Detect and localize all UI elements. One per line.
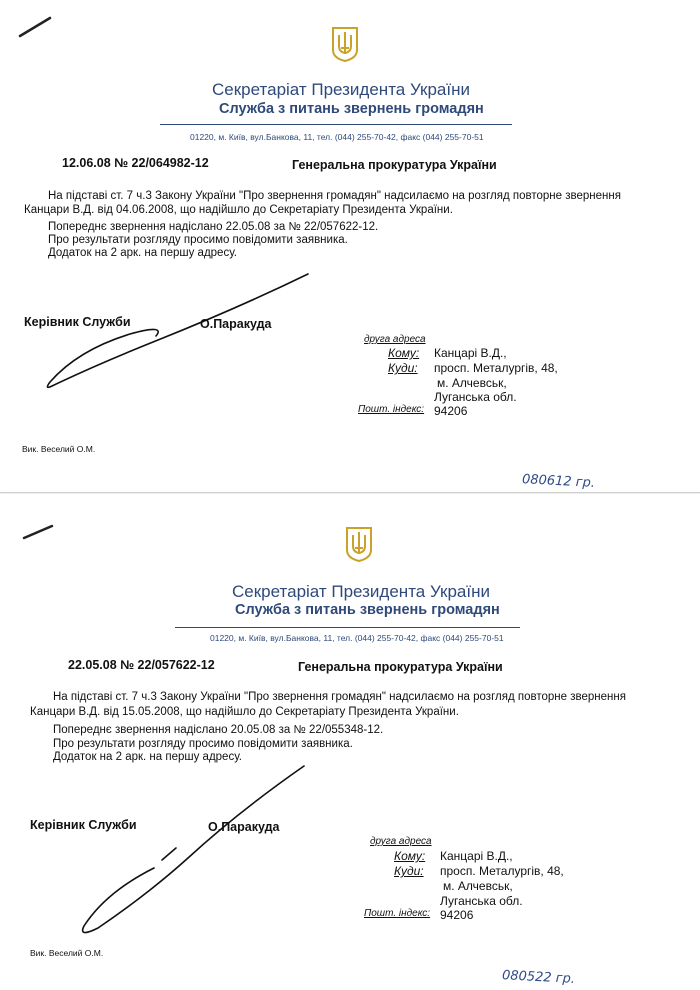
- handwritten-note: 080612 гр.: [521, 472, 596, 491]
- postal-label: Пошт. індекс:: [358, 404, 425, 415]
- where-line-1: просп. Металургів, 48,: [440, 864, 564, 878]
- recipient: Генеральна прокуратура України: [292, 158, 497, 172]
- trident-emblem-icon: [345, 526, 373, 562]
- punch-hole-mark: [16, 10, 56, 44]
- org-title: Секретаріат Президента України: [232, 582, 490, 601]
- signature-title: Керівник Служби: [24, 315, 131, 329]
- letter-number-date: 12.06.08 № 22/064982-12: [62, 156, 209, 170]
- to-value: Канцарі В.Д.,: [434, 346, 507, 360]
- body-line-3: Попереднє звернення надіслано 22.05.08 за № 22/057622-12.: [48, 221, 379, 233]
- org-address: 01220, м. Київ, вул.Банкова, 11, тел. (044) 255-70-42, факс (044) 255-70-51: [210, 633, 504, 643]
- second-address-label: друга адреса: [370, 836, 432, 847]
- signature-name: О.Паракуда: [200, 317, 272, 331]
- body-line-4: Про результати розгляду просимо повідомити заявника.: [48, 234, 348, 246]
- postal-value: 94206: [434, 404, 468, 418]
- signature-stroke: [38, 268, 318, 398]
- letter-number-date: 22.05.08 № 22/057622-12: [68, 658, 215, 672]
- body-line-2: Канцари В.Д. від 15.05.2008, що надійшло до Секретаріату Президента України.: [30, 706, 459, 718]
- where-label: Куди:: [394, 864, 424, 878]
- to-value: Канцарі В.Д.,: [440, 849, 513, 863]
- header-rule: [160, 124, 512, 125]
- org-address: 01220, м. Київ, вул.Банкова, 11, тел. (044) 255-70-42, факс (044) 255-70-51: [190, 132, 484, 142]
- trident-emblem-icon: [331, 26, 359, 62]
- where-line-2: м. Алчевськ,: [443, 879, 513, 893]
- org-subtitle: Служба з питань звернень громадян: [235, 602, 500, 618]
- where-line-3: Луганська обл.: [434, 390, 517, 404]
- second-address-label: друга адреса: [364, 334, 426, 345]
- postal-value: 94206: [440, 908, 474, 922]
- punch-hole-mark: [18, 518, 60, 558]
- postal-label: Пошт. індекс:: [364, 908, 431, 919]
- body-line-1: На підставі ст. 7 ч.3 Закону України "Про звернення громадян" надсилаємо на розгляд повторне звернення: [53, 691, 626, 703]
- where-line-2: м. Алчевськ,: [437, 376, 507, 390]
- org-title: Секретаріат Президента України: [212, 80, 470, 99]
- body-line-1: На підставі ст. 7 ч.3 Закону України "Про звернення громадян" надсилаємо на розгляд повторне звернення: [48, 190, 621, 202]
- body-line-5: Додаток на 2 арк. на першу адресу.: [53, 751, 242, 763]
- executor: Вик. Веселий О.М.: [30, 948, 104, 958]
- where-label: Куди:: [388, 361, 418, 375]
- header-rule: [175, 627, 520, 628]
- letter-sheet-2: [0, 494, 700, 990]
- signature-name: О.Паракуда: [208, 820, 280, 834]
- to-label: Кому:: [394, 849, 426, 863]
- executor: Вик. Веселий О.М.: [22, 444, 96, 454]
- body-line-4: Про результати розгляду просимо повідомити заявника.: [53, 738, 353, 750]
- where-line-3: Луганська обл.: [440, 894, 523, 908]
- handwritten-note: 080522 гр.: [501, 968, 576, 987]
- letter-sheet-1: [0, 0, 700, 493]
- org-subtitle: Служба з питань звернень громадян: [219, 101, 484, 117]
- where-line-1: просп. Металургів, 48,: [434, 361, 558, 375]
- recipient: Генеральна прокуратура України: [298, 660, 503, 674]
- body-line-2: Канцари В.Д. від 04.06.2008, що надійшло до Секретаріату Президента України.: [24, 204, 453, 216]
- signature-stroke: [58, 762, 318, 942]
- body-line-3: Попереднє звернення надіслано 20.05.08 за № 22/055348-12.: [53, 724, 384, 736]
- signature-title: Керівник Служби: [30, 818, 137, 832]
- body-line-5: Додаток на 2 арк. на першу адресу.: [48, 247, 237, 259]
- to-label: Кому:: [388, 346, 420, 360]
